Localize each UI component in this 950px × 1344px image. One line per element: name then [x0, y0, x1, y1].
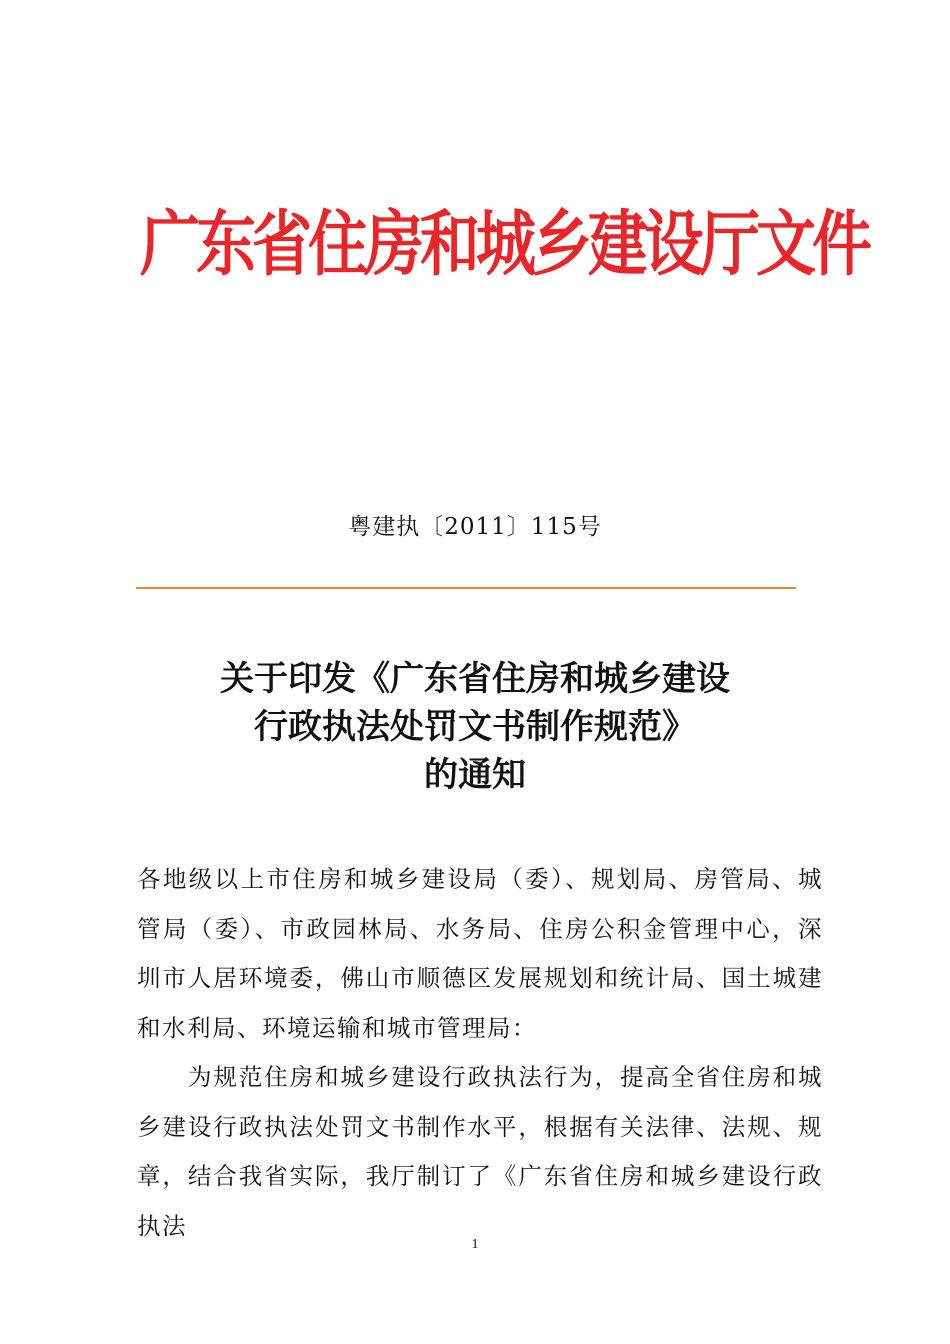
masthead-text: 广东省住房和城乡建设厅文件 — [140, 203, 868, 287]
header-divider-line — [136, 587, 796, 589]
title-line-2: 行政执法处罚文书制作规范》 — [254, 707, 696, 747]
title-line-3: 的通知 — [424, 755, 526, 795]
red-header-masthead — [140, 180, 868, 310]
document-title — [0, 655, 950, 799]
addressee-paragraph: 各地级以上市住房和城乡建设局（委）、规划局、房管局、城管局（委）、市政园林局、水务局、住房公积金管理中心，深圳市人居环境委，佛山市顺德区发展规划和统计局、国土城建和水利局、环境运输和城市管理局： — [137, 865, 823, 1042]
title-line-1: 关于印发《广东省住房和城乡建设 — [220, 659, 730, 699]
document-number: 粤建执〔2011〕115号 — [348, 514, 602, 540]
document-body — [137, 855, 823, 1251]
page-number: 1 — [471, 1237, 479, 1252]
body-paragraph-1: 为规范住房和城乡建设行政执法行为，提高全省住房和城乡建设行政执法处罚文书制作水平，根据有关法律、法规、规章，结合我省实际，我厅制订了《广东省住房和城乡建设行政执法 — [137, 1063, 823, 1240]
